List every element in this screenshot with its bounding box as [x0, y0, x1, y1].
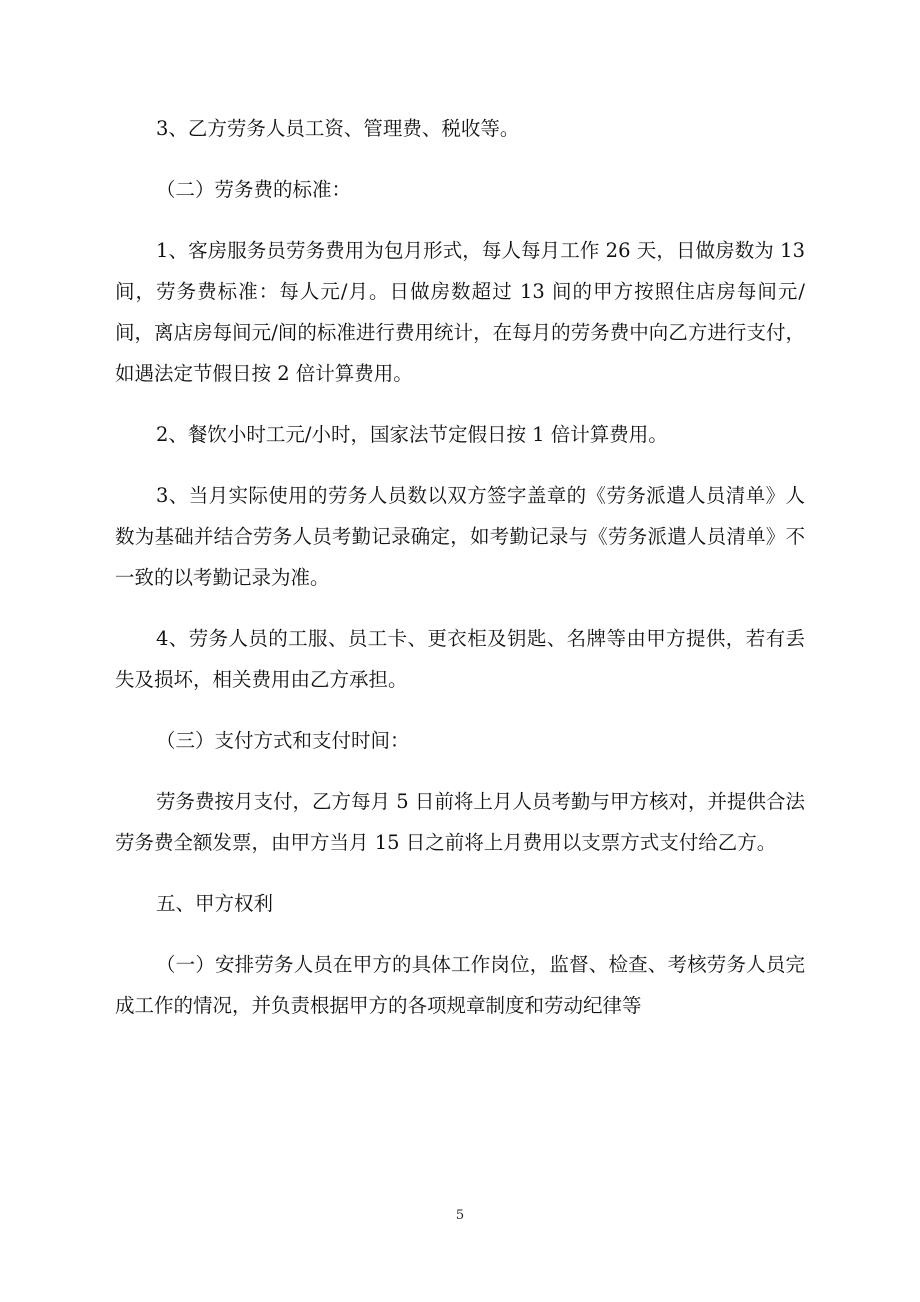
- page-number: 5: [455, 1208, 465, 1223]
- paragraph-payment-terms: 劳务费按月支付，乙方每月 5 日前将上月人员考勤与甲方核对，并提供合法劳务费全额发票，由甲方当月 15 日之前将上月费用以支票方式支付给乙方。: [115, 790, 805, 854]
- section-heading-payment: （三）支付方式和支付时间：: [156, 729, 410, 752]
- paragraph-catering-hourly: 2、餐饮小时工元/小时，国家法节定假日按 1 倍计算费用。: [156, 423, 668, 446]
- paragraph-housekeeping-fee: 1、客房服务员劳务费用为包月形式，每人每月工作 26 天，日做房数为 13 间，劳务费标准：每人元/月。日做房数超过 13 间的甲方按照住店房每间元/间，离店房每间元/间的标准进行费用统计，在每月的劳务费中向乙方进行支付，如遇法定节假日按 2 倍计算费用。: [115, 239, 805, 385]
- paragraph-staff-count: 3、当月实际使用的劳务人员数以双方签字盖章的《劳务派遣人员清单》人数为基础并结合劳务人员考勤记录确定，如考勤记录与《劳务派遣人员清单》不一致的以考勤记录为准。: [115, 484, 805, 589]
- document-body: [115, 108, 805, 1046]
- paragraph-item-3-staff-costs: 3、乙方劳务人员工资、管理费、税收等。: [156, 117, 520, 140]
- section-heading-fee-standard: （二）劳务费的标准：: [156, 178, 352, 201]
- section-heading-party-a-rights: 五、甲方权利: [156, 892, 274, 915]
- paragraph-party-a-right-1: （一）安排劳务人员在甲方的具体工作岗位，监督、检查、考核劳务人员完成工作的情况，并负责根据甲方的各项规章制度和劳动纪律等: [115, 953, 805, 1017]
- paragraph-uniforms: 4、劳务人员的工服、员工卡、更衣柜及钥匙、名牌等由甲方提供，若有丢失及损坏，相关费用由乙方承担。: [115, 627, 805, 691]
